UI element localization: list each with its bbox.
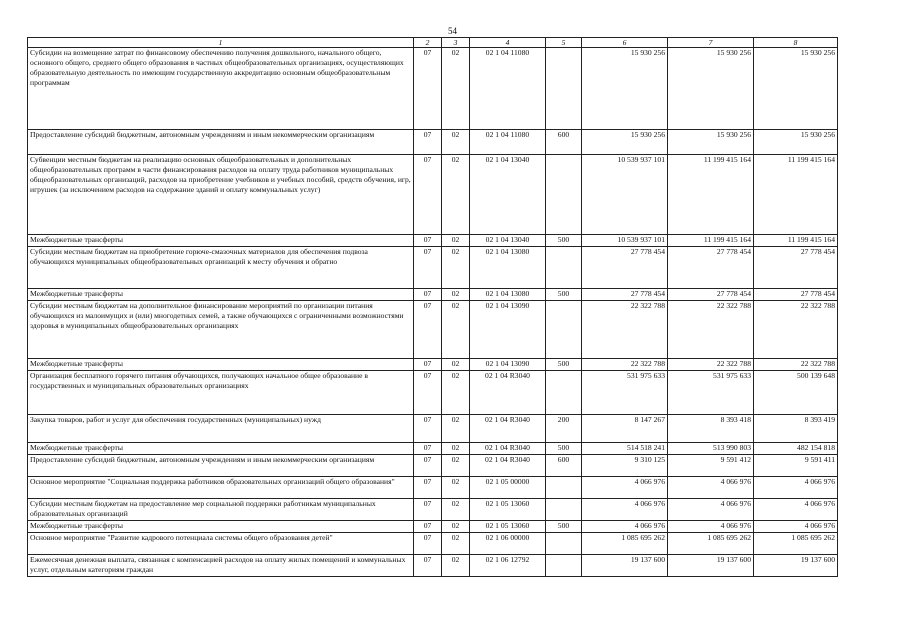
- subsection-code: 02: [442, 371, 470, 415]
- table-row: [28, 359, 838, 371]
- section-code: 07: [414, 130, 442, 155]
- amount-col-7: 11 199 415 164: [668, 235, 754, 247]
- amount-col-6: 514 518 241: [582, 443, 668, 455]
- subsection-code: 02: [442, 555, 470, 577]
- subsection-code: 02: [442, 359, 470, 371]
- column-number: 2: [414, 38, 442, 48]
- amount-col-7: 4 066 976: [668, 499, 754, 521]
- amount-col-7: 19 137 600: [668, 555, 754, 577]
- amount-col-7: 22 322 788: [668, 301, 754, 359]
- amount-col-8: 8 393 419: [754, 415, 838, 443]
- amount-col-6: 15 930 256: [582, 130, 668, 155]
- target-article-code: 02 1 06 12792: [470, 555, 546, 577]
- expense-type-code: 500: [546, 443, 582, 455]
- row-description: Субсидии на возмещение затрат по финансовому обеспечению получения дошкольного, начального общего, основного общего, среднего общего образования в частных общеобразовательных организациях, осуществляющих образовательную деятельность по имеющим государственную аккредитацию основным общеобразовательным программам: [28, 48, 414, 130]
- amount-col-7: 11 199 415 164: [668, 155, 754, 235]
- row-description: Предоставление субсидий бюджетным, автономным учреждениям и иным некоммерческим организациям: [28, 130, 414, 155]
- expense-type-code: [546, 499, 582, 521]
- table-row: [28, 499, 838, 521]
- table-row: [28, 289, 838, 301]
- amount-col-6: 22 322 788: [582, 359, 668, 371]
- row-description: Межбюджетные трансферты: [28, 521, 414, 533]
- row-description: Субсидии местным бюджетам на дополнительное финансирование мероприятий по организации питания обучающихся из малоимущих и (или) многодетных семей, а также обучающихся с ограниченными возможностями здоровья в муниципальных общеобразовательных организациях: [28, 301, 414, 359]
- amount-col-7: 513 990 803: [668, 443, 754, 455]
- amount-col-8: 4 066 976: [754, 499, 838, 521]
- amount-col-7: 22 322 788: [668, 359, 754, 371]
- column-number: 7: [668, 38, 754, 48]
- expense-type-code: 200: [546, 415, 582, 443]
- section-code: 07: [414, 477, 442, 499]
- amount-col-6: 4 066 976: [582, 477, 668, 499]
- amount-col-6: 22 322 788: [582, 301, 668, 359]
- page-number: 54: [448, 26, 457, 36]
- table-row: [28, 130, 838, 155]
- subsection-code: 02: [442, 533, 470, 555]
- budget-table: [27, 37, 838, 577]
- subsection-code: 02: [442, 48, 470, 130]
- section-code: 07: [414, 48, 442, 130]
- subsection-code: 02: [442, 235, 470, 247]
- amount-col-8: 22 322 788: [754, 359, 838, 371]
- amount-col-6: 10 539 937 101: [582, 235, 668, 247]
- amount-col-6: 19 137 600: [582, 555, 668, 577]
- amount-col-7: 27 778 454: [668, 289, 754, 301]
- target-article-code: 02 1 04 13090: [470, 301, 546, 359]
- table-row: [28, 477, 838, 499]
- section-code: 07: [414, 521, 442, 533]
- amount-col-7: 4 066 976: [668, 477, 754, 499]
- row-description: Основное мероприятие "Социальная поддержка работников образовательных организаций общего образования": [28, 477, 414, 499]
- table-row: [28, 371, 838, 415]
- amount-col-8: 11 199 415 164: [754, 155, 838, 235]
- target-article-code: 02 1 04 11080: [470, 130, 546, 155]
- amount-col-7: 1 085 695 262: [668, 533, 754, 555]
- amount-col-6: 4 066 976: [582, 521, 668, 533]
- section-code: 07: [414, 301, 442, 359]
- subsection-code: 02: [442, 521, 470, 533]
- row-description: Субвенции местным бюджетам на реализацию основных общеобразовательных и дополнительных общеобразовательных программ в части финансирования расходов на оплату труда работников муниципальных общеобразовательных организаций, расходов на приобретение учебников и учебных пособий, средств обучения, игр, игрушек (за исключением расходов на содержание зданий и оплату коммунальных услуг): [28, 155, 414, 235]
- amount-col-8: 22 322 788: [754, 301, 838, 359]
- section-code: 07: [414, 555, 442, 577]
- target-article-code: 02 1 05 13060: [470, 499, 546, 521]
- amount-col-8: 15 930 256: [754, 48, 838, 130]
- expense-type-code: 500: [546, 359, 582, 371]
- target-article-code: 02 1 04 13040: [470, 155, 546, 235]
- subsection-code: 02: [442, 443, 470, 455]
- subsection-code: 02: [442, 415, 470, 443]
- amount-col-8: 4 066 976: [754, 521, 838, 533]
- table-row: [28, 247, 838, 289]
- subsection-code: 02: [442, 455, 470, 477]
- amount-col-6: 9 310 125: [582, 455, 668, 477]
- column-number: 8: [754, 38, 838, 48]
- section-code: 07: [414, 247, 442, 289]
- column-number: 1: [28, 38, 414, 48]
- row-description: Закупка товаров, работ и услуг для обеспечения государственных (муниципальных) нужд: [28, 415, 414, 443]
- section-code: 07: [414, 415, 442, 443]
- row-description: Межбюджетные трансферты: [28, 235, 414, 247]
- section-code: 07: [414, 533, 442, 555]
- amount-col-8: 9 591 411: [754, 455, 838, 477]
- amount-col-7: 9 591 412: [668, 455, 754, 477]
- target-article-code: 02 1 04 R3040: [470, 455, 546, 477]
- column-number: 5: [546, 38, 582, 48]
- row-description: Субсидии местным бюджетам на приобретение горюче-смазочных материалов для обеспечения подвоза обучающихся муниципальных общеобразовательных организаций к месту обучения и обратно: [28, 247, 414, 289]
- subsection-code: 02: [442, 301, 470, 359]
- target-article-code: 02 1 04 13080: [470, 247, 546, 289]
- expense-type-code: [546, 477, 582, 499]
- expense-type-code: [546, 247, 582, 289]
- row-description: Субсидии местным бюджетам на предоставление мер социальной поддержки работникам муниципальных образовательных организаций: [28, 499, 414, 521]
- amount-col-7: 4 066 976: [668, 521, 754, 533]
- table-row: [28, 301, 838, 359]
- row-description: Межбюджетные трансферты: [28, 443, 414, 455]
- amount-col-6: 10 539 937 101: [582, 155, 668, 235]
- table-row: [28, 235, 838, 247]
- column-number: 4: [470, 38, 546, 48]
- expense-type-code: 500: [546, 289, 582, 301]
- amount-col-7: 531 975 633: [668, 371, 754, 415]
- subsection-code: 02: [442, 499, 470, 521]
- section-code: 07: [414, 359, 442, 371]
- expense-type-code: [546, 301, 582, 359]
- amount-col-8: 27 778 454: [754, 247, 838, 289]
- target-article-code: 02 1 04 R3040: [470, 371, 546, 415]
- expense-type-code: 600: [546, 130, 582, 155]
- row-description: Основное мероприятие "Развитие кадрового потенциала системы общего образования детей": [28, 533, 414, 555]
- amount-col-6: 15 930 256: [582, 48, 668, 130]
- amount-col-6: 531 975 633: [582, 371, 668, 415]
- amount-col-8: 1 085 695 262: [754, 533, 838, 555]
- amount-col-6: 4 066 976: [582, 499, 668, 521]
- target-article-code: 02 1 04 13040: [470, 235, 546, 247]
- amount-col-8: 500 139 648: [754, 371, 838, 415]
- expense-type-code: [546, 371, 582, 415]
- subsection-code: 02: [442, 477, 470, 499]
- amount-col-7: 15 930 256: [668, 130, 754, 155]
- expense-type-code: [546, 48, 582, 130]
- target-article-code: 02 1 04 R3040: [470, 443, 546, 455]
- section-code: 07: [414, 235, 442, 247]
- table-row: [28, 521, 838, 533]
- table-row: [28, 48, 838, 130]
- row-description: Ежемесячная денежная выплата, связанная с компенсацией расходов на оплату жилых помещений и коммунальных услуг, отдельным категориям граждан: [28, 555, 414, 577]
- target-article-code: 02 1 04 13080: [470, 289, 546, 301]
- amount-col-8: 19 137 600: [754, 555, 838, 577]
- expense-type-code: [546, 555, 582, 577]
- table-row: [28, 555, 838, 577]
- row-description: Межбюджетные трансферты: [28, 289, 414, 301]
- amount-col-6: 8 147 267: [582, 415, 668, 443]
- expense-type-code: 500: [546, 235, 582, 247]
- table-row: [28, 455, 838, 477]
- target-article-code: 02 1 06 00000: [470, 533, 546, 555]
- amount-col-8: 27 778 454: [754, 289, 838, 301]
- column-number: 6: [582, 38, 668, 48]
- amount-col-8: 482 154 818: [754, 443, 838, 455]
- column-number: 3: [442, 38, 470, 48]
- subsection-code: 02: [442, 289, 470, 301]
- amount-col-7: 8 393 418: [668, 415, 754, 443]
- amount-col-7: 15 930 256: [668, 48, 754, 130]
- amount-col-8: 15 930 256: [754, 130, 838, 155]
- expense-type-code: 600: [546, 455, 582, 477]
- expense-type-code: 500: [546, 521, 582, 533]
- amount-col-6: 27 778 454: [582, 289, 668, 301]
- section-code: 07: [414, 443, 442, 455]
- section-code: 07: [414, 371, 442, 415]
- table-row: [28, 155, 838, 235]
- target-article-code: 02 1 04 R3040: [470, 415, 546, 443]
- subsection-code: 02: [442, 247, 470, 289]
- table-row: [28, 443, 838, 455]
- expense-type-code: [546, 533, 582, 555]
- amount-col-8: 4 066 976: [754, 477, 838, 499]
- amount-col-6: 27 778 454: [582, 247, 668, 289]
- subsection-code: 02: [442, 130, 470, 155]
- table-row: [28, 415, 838, 443]
- row-description: Предоставление субсидий бюджетным, автономным учреждениям и иным некоммерческим организациям: [28, 455, 414, 477]
- section-code: 07: [414, 499, 442, 521]
- row-description: Организация бесплатного горячего питания обучающихся, получающих начальное общее образование в государственных и муниципальных образовательных организациях: [28, 371, 414, 415]
- target-article-code: 02 1 05 00000: [470, 477, 546, 499]
- target-article-code: 02 1 05 13060: [470, 521, 546, 533]
- amount-col-8: 11 199 415 164: [754, 235, 838, 247]
- row-description: Межбюджетные трансферты: [28, 359, 414, 371]
- target-article-code: 02 1 04 13090: [470, 359, 546, 371]
- expense-type-code: [546, 155, 582, 235]
- section-code: 07: [414, 155, 442, 235]
- amount-col-7: 27 778 454: [668, 247, 754, 289]
- table-row: [28, 533, 838, 555]
- section-code: 07: [414, 289, 442, 301]
- section-code: 07: [414, 455, 442, 477]
- amount-col-6: 1 085 695 262: [582, 533, 668, 555]
- subsection-code: 02: [442, 155, 470, 235]
- target-article-code: 02 1 04 11080: [470, 48, 546, 130]
- column-number-row: [28, 38, 838, 48]
